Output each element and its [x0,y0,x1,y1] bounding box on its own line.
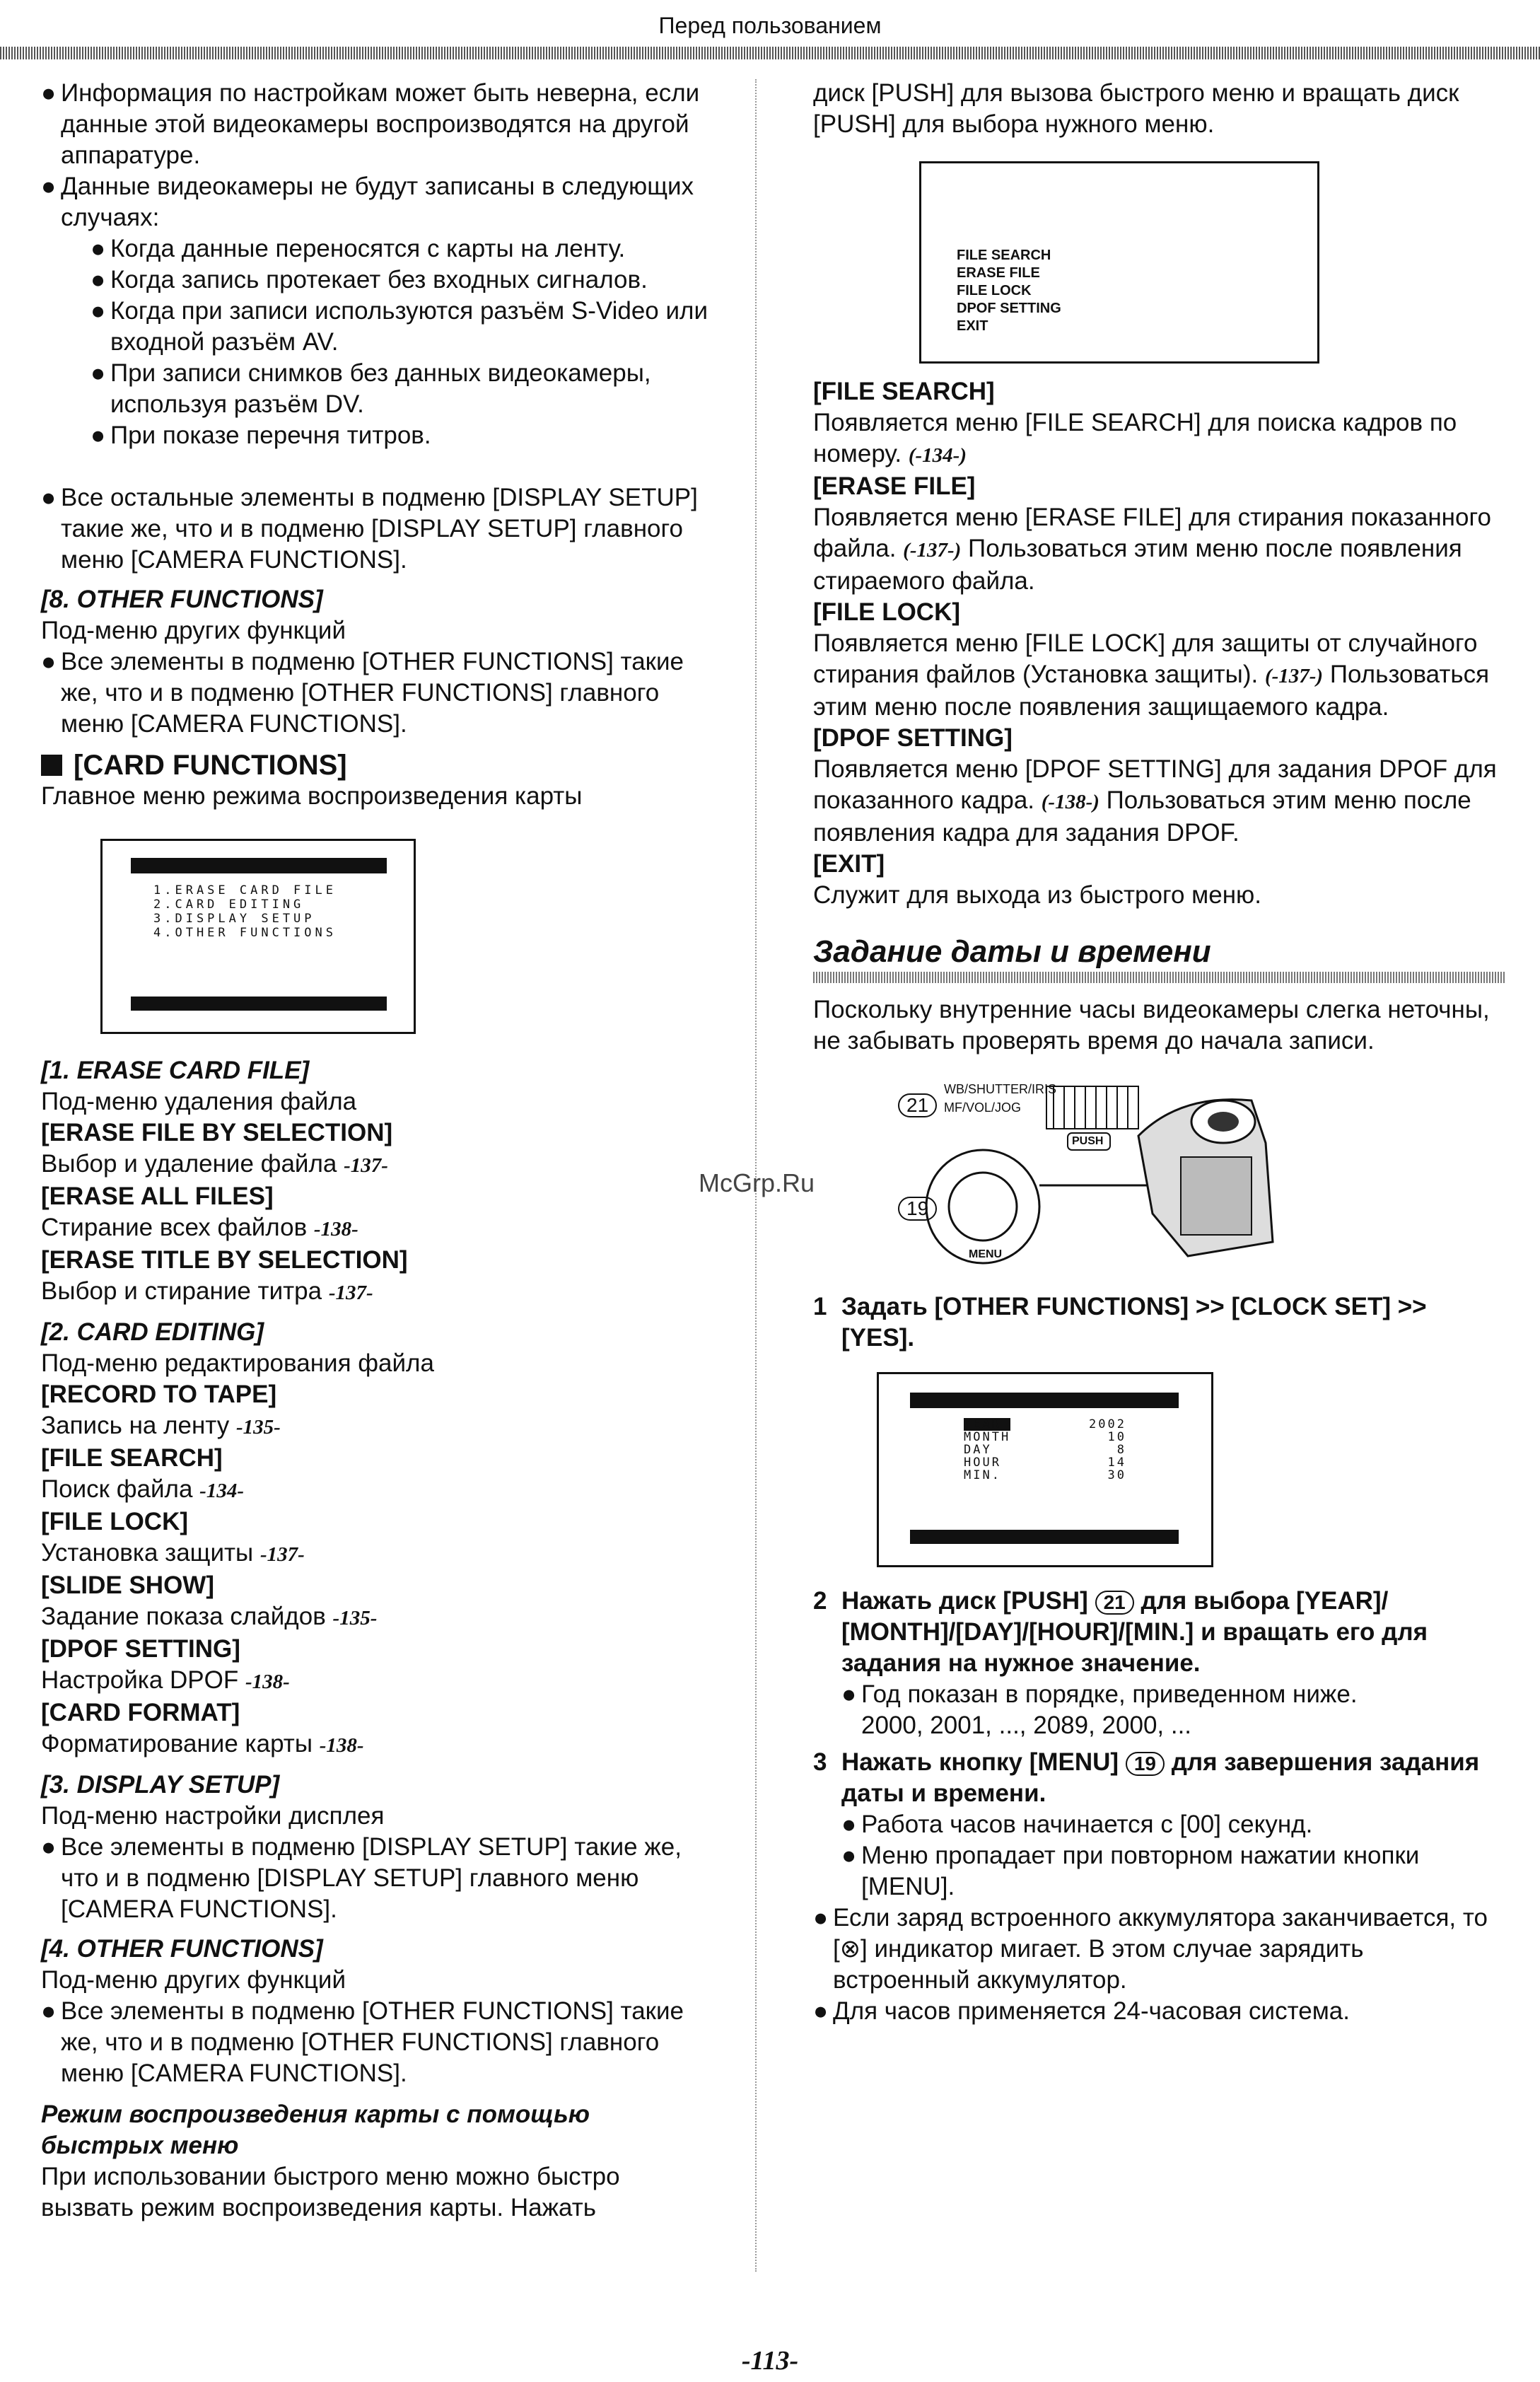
list-item: ● При показе перечня титров. [91,422,431,449]
quick-menu-text: При использовании быстрого меню можно быстро вызвать режим воспроизведения карты. Нажать [41,2163,620,2221]
item-text: Форматирование карты -138- [41,1730,364,1758]
dial-label: MF/VOL/JOG [944,1100,1022,1115]
header-rule [0,47,1540,59]
clock-heading-rule [813,972,1506,983]
item-text: Настройка DPOF -138- [41,1666,290,1694]
list-item: ● Если заряд встроенного аккумулятора заканчивается, то [⊗] индикатор мигает. В этом случае зарядить встроенный аккумулятор. [813,1904,1488,1994]
card-menu-screen [100,839,416,1034]
camera-illustration [856,1072,1280,1277]
continued-text: диск [PUSH] для вызова быстрого меню и вращать диск [PUSH] для выбора нужного меню. [813,79,1459,138]
item-text: Поиск файла -134- [41,1475,244,1503]
page-header: Перед пользованием [658,13,882,38]
screen-bottom-bar [131,997,387,1011]
item-text: Запись на ленту -135- [41,1412,281,1439]
list-item: ● Информация по настройкам может быть неверна, если данные этой видеокамеры воспроизводятся на другой аппаратуре. [41,79,700,169]
callout-21: 21 [1095,1591,1134,1615]
quick-menu-screen [919,161,1319,364]
item-text: Установка защиты -137- [41,1539,305,1567]
callout-19: 19 [898,1197,937,1221]
item-head: [FILE LOCK] [813,598,961,626]
section-desc: Под-меню удаления файла [41,1088,357,1115]
quick-menu-heading: Режим воспроизведения карты с помощью быстрых меню [41,2101,590,2159]
list-item: ● При записи снимков без данных видеокамеры, используя разъём DV. [91,359,651,418]
list-item: ● Когда при записи используются разъём S-Video или входной разъём AV. [91,297,708,356]
clock-labels: YEAR MONTH DAY HOUR MIN. [964,1417,1011,1482]
section-title: [1. ERASE CARD FILE] [41,1057,310,1084]
item-text: Появляется меню [ERASE FILE] для стирания показанного файла. (-137-) Пользоваться этим меню после появления стираемого файла. [813,504,1491,595]
left-column [41,78,713,2224]
watermark: McGrp.Ru [699,1168,815,1197]
page-number: -113- [741,2346,799,2376]
clock-intro: Поскольку внутренние часы видеокамеры слегка неточны, не забывать проверять время до начала записи. [813,996,1490,1055]
item-head: [SLIDE SHOW] [41,1571,214,1599]
step-2: 2 Нажать диск [PUSH] 21 для выбора [YEAR]/ [MONTH]/[DAY]/[HOUR]/[MIN.] и вращать его для задания на нужное значение. [813,1587,1428,1677]
item-head: [RECORD TO TAPE] [41,1381,277,1408]
item-head: [DPOF SETTING] [41,1635,240,1663]
item-head: [FILE LOCK] [41,1508,189,1535]
clock-set-screen [877,1372,1213,1567]
screen-title-bar [910,1393,1179,1408]
item-head: [ERASE ALL FILES] [41,1183,274,1210]
item-head: [CARD FORMAT] [41,1699,240,1726]
section-desc: Под-меню других функций [41,617,346,644]
section-title: [2. CARD EDITING] [41,1318,264,1346]
list-item: ● Когда данные переносятся с карты на ленту. [91,235,626,262]
item-head: [ERASE FILE BY SELECTION] [41,1119,393,1146]
list-item: ● Данные видеокамеры не будут записаны в следующих случаях: [41,173,694,231]
item-head: [FILE SEARCH] [41,1444,223,1472]
screen-bottom-bar [910,1530,1179,1544]
list-item: ● Все остальные элементы в подменю [DISPLAY SETUP] такие же, что и в подменю [DISPLAY SETUP] главного меню [CAMERA FUNCTIONS]. [41,484,698,574]
item-head: [ERASE FILE] [813,472,976,500]
item-text: Выбор и удаление файла -137- [41,1150,388,1178]
list-item: ● Все элементы в подменю [DISPLAY SETUP] такие же, что и в подменю [DISPLAY SETUP] главного меню [CAMERA FUNCTIONS]. [41,1833,682,1923]
section-title: [8. OTHER FUNCTIONS] [41,586,323,613]
callout-19: 19 [1126,1752,1165,1776]
card-functions-heading: [CARD FUNCTIONS] [41,750,713,781]
list-item: ● Когда запись протекает без входных сигналов. [91,266,648,294]
item-text: Задание показа слайдов -135- [41,1603,378,1630]
section-title: [3. DISPLAY SETUP] [41,1771,280,1799]
section-desc: Под-меню настройки дисплея [41,1802,385,1830]
step-1: 1 Задать [OTHER FUNCTIONS] >> [CLOCK SET] >> [YES]. [813,1293,1427,1352]
list-item: ● Работа часов начинается с [00] секунд. [841,1811,1313,1838]
list-item: ● Все элементы в подменю [OTHER FUNCTIONS] такие же, что и в подменю [OTHER FUNCTIONS] главного меню [CAMERA FUNCTIONS]. [41,1997,684,2087]
item-head: [DPOF SETTING] [813,724,1013,752]
screen-title-bar [131,858,387,873]
item-text: Появляется меню [FILE LOCK] для защиты от случайного стирания файлов (Установка защиты). (-137-) Пользоваться этим меню после появления защищаемого кадра. [813,629,1490,721]
list-item: ● Все элементы в подменю [OTHER FUNCTIONS] такие же, что и в подменю [OTHER FUNCTIONS] главного меню [CAMERA FUNCTIONS]. [41,648,684,738]
section-title: [4. OTHER FUNCTIONS] [41,1935,323,1963]
callout-21: 21 [898,1093,937,1117]
clock-values: 2002 10 8 14 30 [1089,1417,1126,1482]
item-text: Стирание всех файлов -138- [41,1214,358,1241]
dial-label: WB/SHUTTER/IRIS [944,1082,1057,1096]
screen-menu-list: 1.ERASE CARD FILE 2.CARD EDITING 3.DISPLAY SETUP 4.OTHER FUNCTIONS [153,883,337,940]
item-head: [EXIT] [813,850,885,878]
section-desc: Под-меню других функций [41,1966,346,1994]
quick-menu-list: FILE SEARCH ERASE FILE FILE LOCK DPOF SETTING EXIT [957,248,1061,334]
right-column [813,78,1506,2027]
list-item: ● Для часов применяется 24-часовая система. [813,1997,1350,2025]
clock-heading: Задание даты и времени [813,934,1211,969]
step-3: 3 Нажать кнопку [MENU] 19 для завершения задания даты и времени. [813,1748,1480,1807]
item-text: Служит для выхода из быстрого меню. [813,881,1261,909]
item-head: [ERASE TITLE BY SELECTION] [41,1246,408,1274]
list-item: ● Меню пропадает при повторном нажатии кнопки [MENU]. [841,1842,1420,1900]
list-item: ● Год показан в порядке, приведенном ниже. 2000, 2001, ..., 2089, 2000, ... [841,1680,1358,1739]
push-label: PUSH [1072,1135,1104,1147]
item-text: Выбор и стирание титра -137- [41,1277,373,1305]
item-head: [FILE SEARCH] [813,378,995,405]
section-desc: Под-меню редактирования файла [41,1349,434,1377]
item-text: Появляется меню [FILE SEARCH] для поиска кадров по номеру. (-134-) [813,409,1457,467]
card-functions-desc: Главное меню режима воспроизведения карты [41,782,583,810]
item-text: Появляется меню [DPOF SETTING] для задания DPOF для показанного кадра. (-138-) Пользоваться этим меню после появления кадра для задания DPOF. [813,755,1497,847]
menu-label: MENU [969,1248,1003,1260]
